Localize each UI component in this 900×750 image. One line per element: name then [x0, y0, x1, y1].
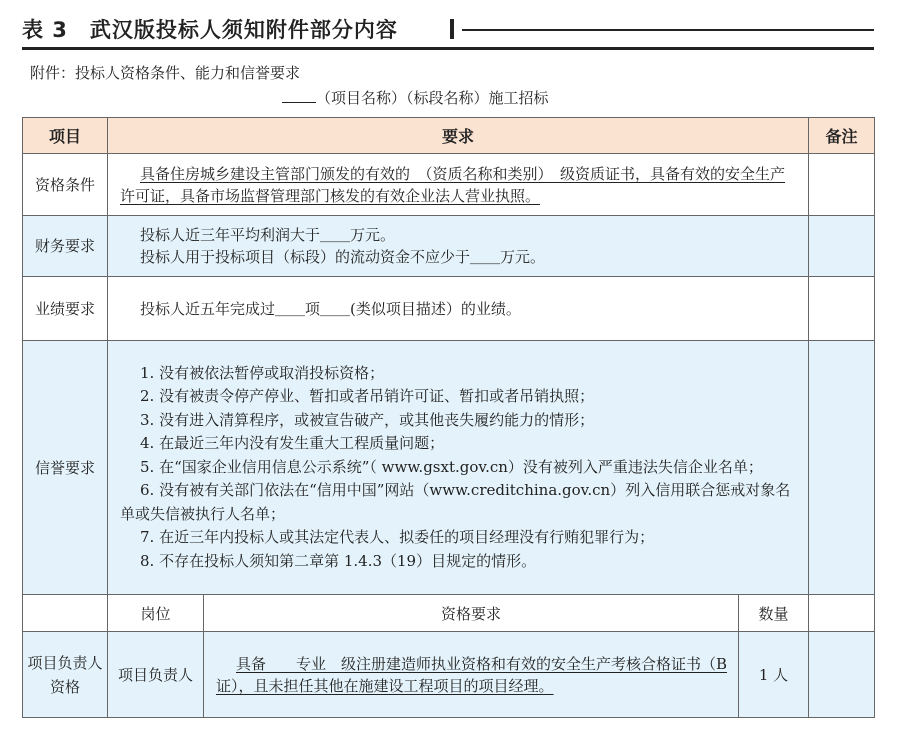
table-row: [23, 341, 875, 595]
row-label: [23, 277, 108, 341]
document-title: 表 3 武汉版投标人须知附件部分内容: [22, 18, 398, 42]
row-label-text: 信誉要求: [34, 458, 95, 477]
row-remark: [809, 277, 875, 341]
performance-text: 投标人近五年完成过＿＿项＿＿(类似项目描述）的业绩。: [140, 299, 521, 318]
title-line: [462, 29, 874, 31]
title-bar: [22, 10, 874, 50]
pm-row: [23, 632, 875, 718]
finance-line-1: 投标人近三年平均利润大于＿＿万元。: [140, 226, 396, 244]
row-label-text: 业绩要求: [34, 299, 95, 318]
pm-qualification: [204, 632, 739, 718]
pm-header-empty: [23, 595, 108, 632]
pm-qualification-text: 具备 专业 级注册建造师执业资格和有效的安全生产考核合格证书（B 证），且未担任其他在施建设工程项目的项目经理。: [216, 654, 728, 695]
pm-label: [23, 632, 108, 718]
header-requirement: 要求: [108, 118, 809, 154]
title-tick: [450, 19, 454, 39]
row-label-text: 财务要求: [34, 237, 95, 255]
row-remark: [809, 154, 875, 216]
row-remark: [809, 216, 875, 277]
credit-item-3: 3. 没有进入清算程序，或被宣告破产，或其他丧失履约能力的情形；: [140, 410, 595, 429]
tender-subtitle-text: （项目名称）（标段名称）施工招标: [316, 89, 549, 107]
pm-header-qualification: 资格要求: [204, 595, 739, 632]
credit-item-5: 5. 在“国家企业信用信息公示系统”（ www.gsxt.gov.cn）没有被列入严重违法失信企业名单；: [140, 457, 763, 476]
row-label: [23, 154, 108, 216]
table-row: [23, 277, 875, 341]
row-body: [108, 277, 809, 341]
credit-item-4: 4. 在最近三年内没有发生重大工程质量问题；: [140, 434, 445, 453]
pm-remark: [809, 632, 875, 718]
table-row: [23, 154, 875, 216]
pm-label-text: 项目负责人资格: [27, 653, 103, 696]
pm-header-row: [23, 595, 875, 632]
row-body: [108, 341, 809, 595]
pm-count: 1 人: [739, 632, 809, 718]
row-label: [23, 216, 108, 277]
attachment-subtitle: 附件：投标人资格条件、能力和信誉要求: [30, 64, 301, 82]
credit-item-7: 7. 在近三年内投标人或其法定代表人、拟委任的项目经理没有行贿犯罪行为；: [140, 528, 655, 547]
row-label: [23, 341, 108, 595]
table-row: [23, 216, 875, 277]
pm-header-remark: [809, 595, 875, 632]
title-rule: [22, 47, 874, 50]
table-header-row: [23, 118, 875, 154]
credit-item-6: 6. 没有被有关部门依法在“信用中国”网站（www.creditchina.gov.cn）列入信用联合惩戒对象名单或失信被执行人名单；: [120, 481, 791, 523]
credit-item-2: 2. 没有被责令停产停业、暂扣或者吊销许可证、暂扣或者吊销执照；: [140, 387, 595, 406]
requirements-table: [22, 117, 875, 718]
pm-header-count: 数量: [739, 595, 809, 632]
header-item: 项目: [23, 118, 108, 154]
pm-header-position: 岗位: [108, 595, 204, 632]
row-label-text: 资格条件: [34, 175, 95, 194]
pm-position-text: 项目负责人: [117, 665, 193, 684]
row-remark: [809, 341, 875, 595]
header-remark: 备注: [809, 118, 875, 154]
pm-position: [108, 632, 204, 718]
finance-line-2: 投标人用于投标项目（标段）的流动资金不应少于＿＿万元。: [140, 248, 546, 266]
blank-line: [282, 88, 316, 103]
row-body: [108, 154, 809, 216]
tender-subtitle: [282, 87, 549, 108]
credit-item-8: 8. 不存在投标人须知第二章第 1.4.3（19）目规定的情形。: [140, 551, 537, 570]
qualification-text: 具备住房城乡建设主管部门颁发的有效的 （资质名称和类别） 级资质证书，具备有效的安全生产许可证，具备市场监督管理部门核发的有效企业法人营业执照。: [120, 164, 786, 205]
row-body: [108, 216, 809, 277]
credit-item-1: 1. 没有被依法暂停或取消投标资格；: [140, 363, 385, 382]
